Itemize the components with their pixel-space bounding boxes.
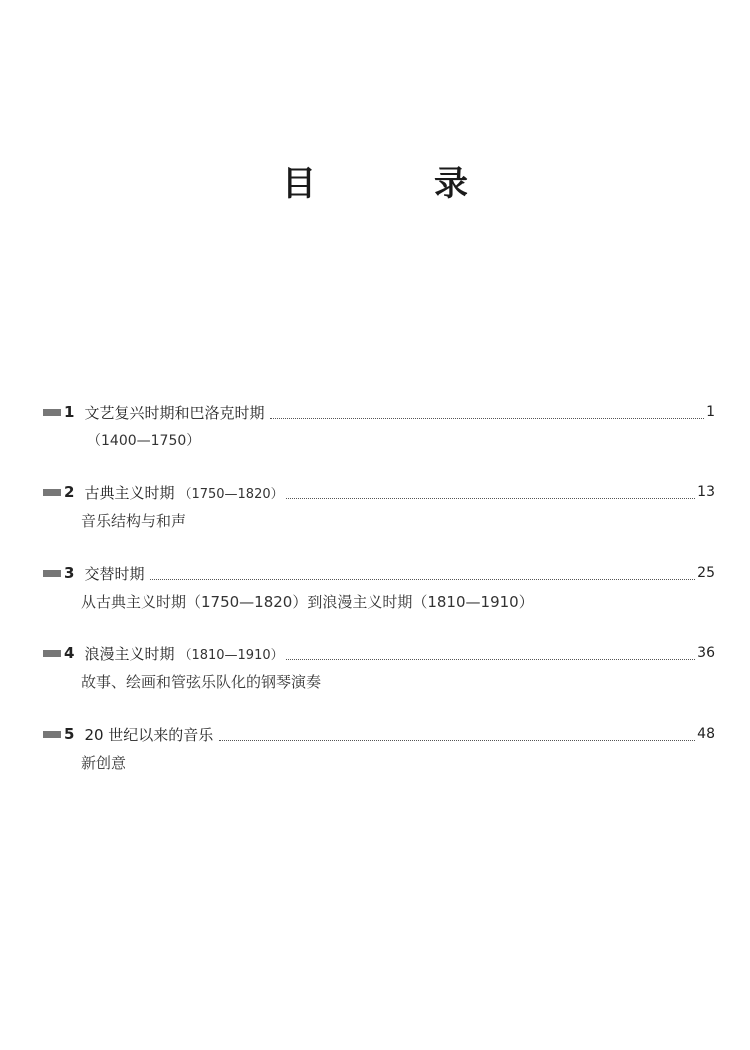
page-title: 目 录 [282, 164, 510, 204]
chapter-number: 3 [64, 564, 75, 582]
chapter-number: 1 [64, 403, 75, 421]
bullet-bar-icon [43, 570, 61, 577]
toc-entry-4[interactable] [43, 642, 715, 691]
page-number[interactable]: 36 [697, 645, 715, 661]
page-number[interactable]: 48 [697, 726, 715, 742]
toc-entry-2[interactable] [43, 481, 715, 530]
chapter-title[interactable]: 古典主义时期 [84, 483, 175, 502]
chapter-number: 2 [64, 483, 75, 501]
chapter-years: （1750—1820） [178, 486, 284, 502]
bullet-bar-icon [43, 731, 61, 738]
bullet-bar-icon [43, 409, 61, 416]
chapter-subtitle: 新创意 [81, 754, 127, 772]
chapter-years: （1810—1910） [178, 647, 284, 663]
toc-entry-3[interactable] [43, 562, 715, 611]
bullet-bar-icon [43, 650, 61, 657]
toc-entry-1[interactable] [43, 401, 715, 449]
page-number[interactable]: 1 [706, 404, 715, 420]
chapter-title[interactable]: 交替时期 [84, 564, 145, 583]
chapter-title[interactable]: 20 世纪以来的音乐 [84, 725, 214, 744]
chapter-number: 4 [64, 644, 75, 662]
dot-leader [150, 579, 695, 580]
chapter-subtitle: （1400—1750） [87, 433, 201, 449]
bullet-bar-icon [43, 489, 61, 496]
chapter-subtitle: 故事、绘画和管弦乐队化的钢琴演奏 [81, 673, 322, 691]
dot-leader [270, 418, 704, 419]
page-number[interactable]: 25 [697, 565, 715, 581]
dot-leader [286, 659, 696, 660]
chapter-subtitle: 音乐结构与和声 [81, 512, 187, 530]
chapter-subtitle: 从古典主义时期（1750—1820）到浪漫主义时期（1810—1910） [81, 593, 534, 611]
dot-leader [286, 498, 696, 499]
chapter-number: 5 [64, 725, 75, 743]
page-number[interactable]: 13 [697, 484, 715, 500]
dot-leader [219, 740, 695, 741]
chapter-title[interactable]: 文艺复兴时期和巴洛克时期 [84, 403, 265, 422]
chapter-title[interactable]: 浪漫主义时期 [84, 644, 175, 663]
toc-entry-5[interactable] [43, 723, 715, 772]
